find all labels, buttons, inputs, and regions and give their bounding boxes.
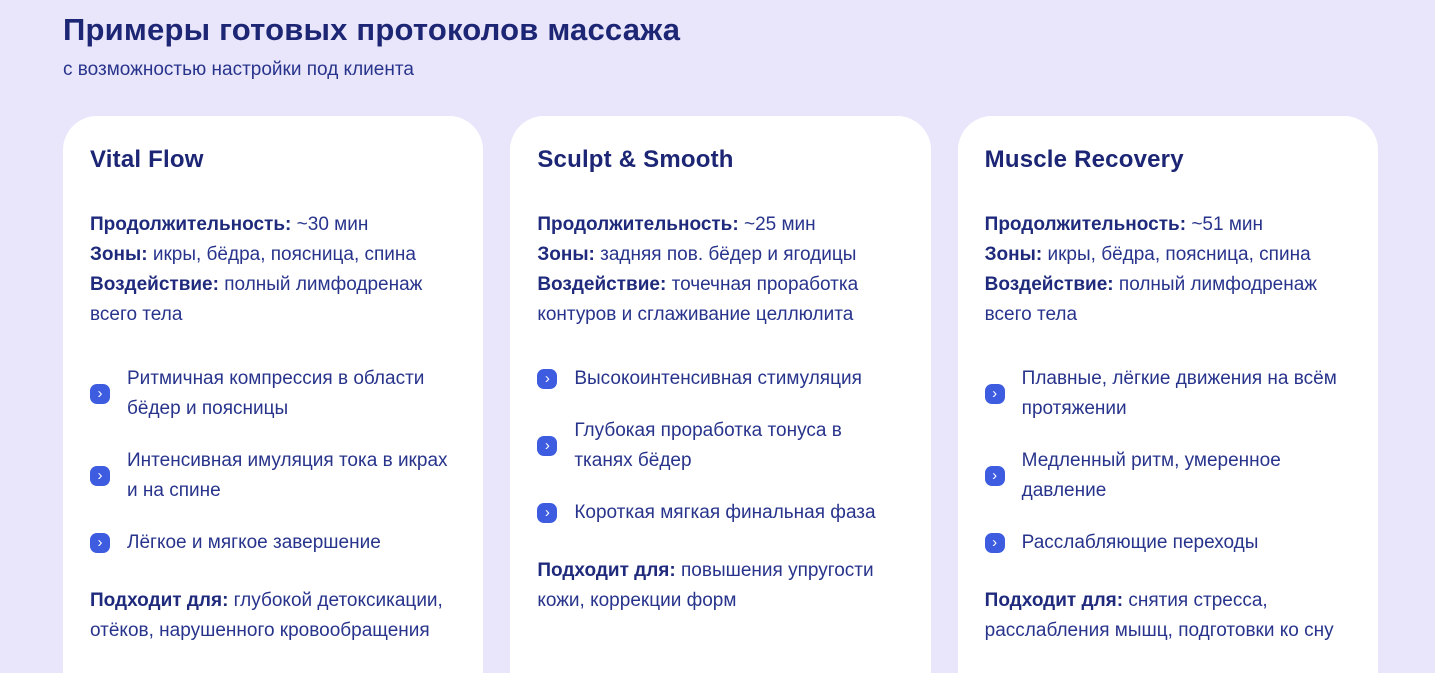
chevron-right-icon: › [537, 369, 557, 389]
section-header [63, 12, 1378, 82]
zones-label: Зоны: [537, 244, 595, 266]
zones-value: икры, бёдра, поясница, спина [1047, 244, 1311, 266]
effect-value: полный лимфодренаж всего тела [984, 274, 1318, 326]
suitable-label: Подходит для: [537, 560, 676, 582]
suitable-for [985, 586, 1351, 646]
suitable-for [537, 556, 903, 616]
duration-value: ~30 мин [296, 214, 369, 236]
zones-value: икры, бёдра, поясница, спина [152, 244, 416, 266]
effect-value: полный лимфодренаж всего тела [90, 274, 423, 326]
suitable-label: Подходит для: [984, 590, 1124, 612]
zones-label: Зоны: [984, 244, 1043, 266]
chevron-right-icon: › [90, 466, 110, 486]
protocol-card-sculpt-smooth [510, 116, 930, 673]
zones-value: задняя пов. бёдер и ягодицы [600, 244, 857, 266]
effect-label: Воздействие: [984, 274, 1114, 296]
duration-label: Продолжительность: [984, 214, 1187, 236]
page-subtitle: с возможностью настройки под клиента [63, 58, 414, 80]
step-text: Расслабляющие переходы [1021, 532, 1259, 554]
protocol-step [537, 364, 903, 394]
protocol-steps [537, 364, 903, 528]
protocol-step [90, 446, 456, 506]
suitable-for [90, 586, 456, 646]
suitable-value: глубокой детоксикации, отёков, нарушенного кровообращения [90, 590, 443, 642]
chevron-right-icon: › [985, 466, 1005, 486]
protocol-steps [985, 364, 1351, 558]
suitable-value: повышения упругости кожи, коррекции форм [537, 560, 874, 612]
step-text: Короткая мягкая финальная фаза [574, 502, 876, 524]
protocol-step [985, 446, 1351, 506]
protocol-step [985, 364, 1351, 424]
duration-label: Продолжительность: [537, 214, 739, 236]
card-title: Vital Flow [90, 146, 204, 174]
effect-label: Воздействие: [537, 274, 667, 296]
suitable-label: Подходит для: [90, 590, 229, 612]
duration-value: ~25 мин [743, 214, 816, 236]
protocol-step [537, 416, 903, 476]
suitable-value: снятия стресса, расслабления мышц, подготовки ко сну [984, 590, 1334, 642]
step-text: Плавные, лёгкие движения на всём протяжении [1021, 368, 1337, 420]
chevron-right-icon: › [90, 384, 110, 404]
card-title: Sculpt & Smooth [537, 146, 734, 174]
chevron-right-icon: › [537, 503, 557, 523]
zones-label: Зоны: [90, 244, 148, 266]
duration-label: Продолжительность: [90, 214, 292, 236]
protocol-step [985, 528, 1351, 558]
chevron-right-icon: › [985, 384, 1005, 404]
step-text: Высокоинтенсивная стимуляция [574, 368, 862, 390]
protocol-cards [63, 116, 1378, 673]
card-meta [985, 210, 1351, 330]
protocol-step [90, 364, 456, 424]
protocol-card-muscle-recovery [958, 116, 1378, 673]
card-meta [90, 210, 456, 330]
protocol-step [537, 498, 903, 528]
card-meta [537, 210, 903, 330]
step-text: Медленный ритм, умеренное давление [1021, 450, 1281, 502]
chevron-right-icon: › [537, 436, 557, 456]
protocol-step [90, 528, 456, 558]
effect-value: точечная проработка контуров и сглаживание целлюлита [537, 274, 859, 326]
step-text: Лёгкое и мягкое завершение [127, 532, 381, 554]
chevron-right-icon: › [90, 533, 110, 553]
protocol-card-vital-flow [63, 116, 483, 673]
duration-value: ~51 мин [1191, 214, 1263, 236]
chevron-right-icon: › [985, 533, 1005, 553]
effect-label: Воздействие: [90, 274, 219, 296]
card-title: Muscle Recovery [984, 146, 1184, 174]
step-text: Глубокая проработка тонуса в тканях бёдер [574, 420, 842, 472]
protocol-steps [90, 364, 456, 558]
step-text: Ритмичная компрессия в области бёдер и поясницы [127, 368, 425, 420]
page-title: Примеры готовых протоколов массажа [63, 12, 681, 47]
step-text: Интенсивная имуляция тока в икрах и на спине [127, 450, 448, 502]
